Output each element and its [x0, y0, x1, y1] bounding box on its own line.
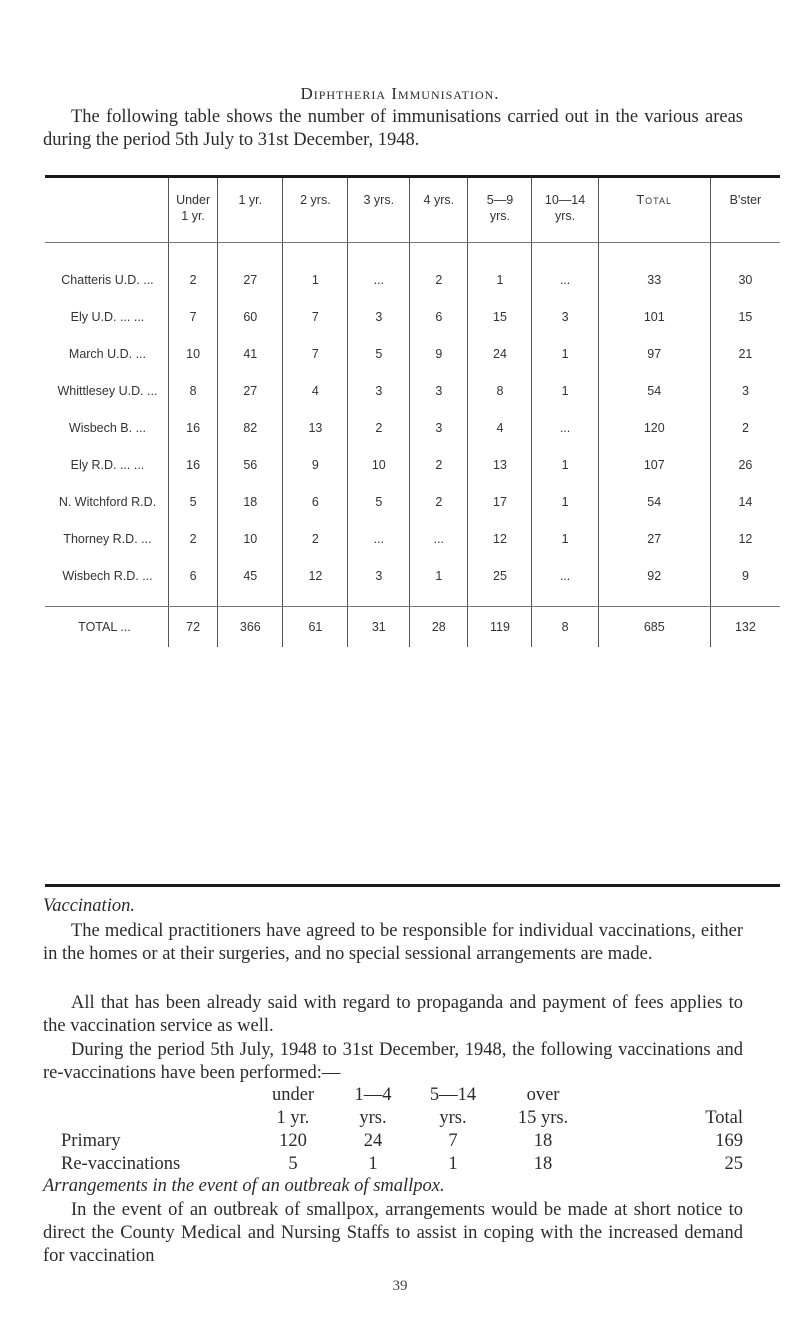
- table-cell: 2: [283, 520, 348, 557]
- total-cell: 61: [283, 607, 348, 648]
- col-header: 2 yrs.: [283, 178, 348, 228]
- totals-row: [45, 607, 780, 648]
- table-cell: 2: [348, 409, 410, 446]
- table-cell: 18: [218, 483, 283, 520]
- vac-cell: 24: [363, 1131, 383, 1151]
- table-cell: 33: [598, 261, 710, 298]
- table-cell: 12: [710, 520, 780, 557]
- area-name: Whittlesey U.D. ...: [57, 383, 158, 398]
- vac-cell: 7: [448, 1131, 458, 1151]
- smallpox-paragraph: In the event of an outbreak of smallpox, arrangements would be made at short notice to direct the County Medical and Nursing Staffs to assist in coping with the increased demand for vaccination: [43, 1200, 743, 1266]
- table-row: [45, 261, 780, 298]
- table-cell: ...: [532, 409, 598, 446]
- col-header: 5—9 yrs.: [468, 178, 532, 228]
- table-cell: 120: [598, 409, 710, 446]
- table-cell: 3: [410, 409, 468, 446]
- total-cell: 8: [532, 607, 598, 648]
- immunisation-table: [45, 175, 780, 647]
- table-cell: 107: [598, 446, 710, 483]
- vaccination-paragraph-3: During the period 5th July, 1948 to 31st December, 1948, the following vaccinations and re-vaccinations have been performed:—: [43, 1040, 743, 1083]
- table-cell: 6: [410, 298, 468, 335]
- table-cell: 3: [710, 372, 780, 409]
- vac-col-header: over: [526, 1085, 560, 1105]
- table-cell: 9: [410, 335, 468, 372]
- vac-cell: 120: [279, 1131, 307, 1151]
- page-number: 39: [392, 1278, 408, 1294]
- table-cell: 7: [168, 298, 217, 335]
- table-cell: 14: [710, 483, 780, 520]
- area-name: March U.D. ...: [68, 346, 146, 361]
- table-cell: 15: [468, 298, 532, 335]
- table-cell: 2: [710, 409, 780, 446]
- table-cell: 41: [218, 335, 283, 372]
- table-cell: 21: [710, 335, 780, 372]
- table-cell: 13: [283, 409, 348, 446]
- table-cell: 12: [283, 557, 348, 594]
- table-cell: 2: [410, 446, 468, 483]
- col-header: 10—14 yrs.: [532, 178, 598, 228]
- table-cell: 12: [468, 520, 532, 557]
- table-bottom-rule: [45, 884, 780, 887]
- table-cell: 26: [710, 446, 780, 483]
- table-cell: 16: [168, 446, 217, 483]
- table-cell: ...: [532, 261, 598, 298]
- area-name: Chatteris U.D. ...: [61, 272, 154, 287]
- vac-cell-total: 25: [724, 1154, 743, 1174]
- total-cell: 685: [598, 607, 710, 648]
- area-name: Ely U.D. ... ...: [70, 309, 145, 324]
- total-cell: 31: [348, 607, 410, 648]
- intro-paragraph: The following table shows the number of immunisations carried out in the various areas during the period 5th July to 31st December, 1948.: [43, 107, 743, 150]
- table-cell: 5: [348, 483, 410, 520]
- table-cell: ...: [532, 557, 598, 594]
- vac-col-header: yrs.: [439, 1108, 467, 1128]
- vac-cell: 5: [288, 1154, 298, 1174]
- table-cell: 5: [168, 483, 217, 520]
- table-row: [45, 409, 780, 446]
- table-row: [45, 557, 780, 594]
- table-cell: 92: [598, 557, 710, 594]
- table-row: [45, 372, 780, 409]
- table-cell: 10: [218, 520, 283, 557]
- table-cell: 1: [468, 261, 532, 298]
- table-cell: 24: [468, 335, 532, 372]
- table-cell: 16: [168, 409, 217, 446]
- table-cell: 1: [410, 557, 468, 594]
- vaccination-paragraph-2: All that has been already said with regard to propaganda and payment of fees applies to the vaccination service as well.: [43, 993, 743, 1036]
- table-cell: 101: [598, 298, 710, 335]
- table-cell: 2: [410, 261, 468, 298]
- table-cell: 60: [218, 298, 283, 335]
- table-cell: 6: [283, 483, 348, 520]
- table-cell: 45: [218, 557, 283, 594]
- table-cell: 4: [468, 409, 532, 446]
- vac-row-label: Re-vaccinations: [61, 1154, 181, 1174]
- total-cell: 72: [168, 607, 217, 648]
- table-row: [45, 335, 780, 372]
- table-cell: 56: [218, 446, 283, 483]
- table-cell: 1: [532, 372, 598, 409]
- table-cell: 10: [168, 335, 217, 372]
- table-cell: 1: [283, 261, 348, 298]
- vac-col-header: 1 yr.: [276, 1108, 310, 1128]
- col-header: 4 yrs.: [410, 178, 468, 228]
- table-cell: 27: [598, 520, 710, 557]
- vac-col-header: under: [271, 1085, 315, 1105]
- table-row: [45, 298, 780, 335]
- table-row: [45, 483, 780, 520]
- vac-cell: 1: [368, 1154, 378, 1174]
- total-cell: 132: [710, 607, 780, 648]
- table-cell: 2: [168, 261, 217, 298]
- col-header: 3 yrs.: [348, 178, 410, 228]
- area-name: N. Witchford R.D.: [58, 494, 157, 509]
- table-cell: 6: [168, 557, 217, 594]
- table-cell: 9: [283, 446, 348, 483]
- vac-cell: 18: [533, 1131, 553, 1151]
- area-name: Wisbech B. ...: [68, 420, 147, 435]
- table-cell: 8: [468, 372, 532, 409]
- table-cell: 82: [218, 409, 283, 446]
- area-header: [45, 178, 168, 228]
- col-header: Under 1 yr.: [168, 178, 217, 228]
- vac-cell: 18: [533, 1154, 553, 1174]
- area-name: Wisbech R.D. ...: [62, 568, 153, 583]
- table-cell: 13: [468, 446, 532, 483]
- col-header-total: Total: [598, 178, 710, 228]
- table-cell: 1: [532, 446, 598, 483]
- table-cell: 2: [410, 483, 468, 520]
- table-cell: 10: [348, 446, 410, 483]
- table-cell: 97: [598, 335, 710, 372]
- vac-cell-total: 169: [715, 1131, 743, 1151]
- vac-col-header: 5—14: [429, 1085, 477, 1105]
- vac-col-header: yrs.: [359, 1108, 387, 1128]
- section-heading: Diphtheria Immunisation.: [300, 84, 500, 103]
- table-cell: 15: [710, 298, 780, 335]
- area-name: Thorney R.D. ...: [63, 531, 152, 546]
- vaccination-heading: Vaccination.: [43, 896, 135, 916]
- col-header: 1 yr.: [218, 178, 283, 228]
- table-cell: 7: [283, 298, 348, 335]
- vac-cell: 1: [448, 1154, 458, 1174]
- table-cell: 5: [348, 335, 410, 372]
- table-cell: 30: [710, 261, 780, 298]
- col-header-booster: B'ster: [710, 178, 780, 228]
- table-cell: 3: [348, 557, 410, 594]
- table-cell: 27: [218, 372, 283, 409]
- vaccination-paragraph-1: The medical practitioners have agreed to be responsible for individual vaccinations, either in the homes or at their surgeries, and no special sessional arrangements are made.: [43, 921, 743, 964]
- table-row: [45, 446, 780, 483]
- table-cell: 25: [468, 557, 532, 594]
- table-cell: ...: [348, 520, 410, 557]
- table-cell: 3: [532, 298, 598, 335]
- table-cell: 54: [598, 372, 710, 409]
- total-label: TOTAL ...: [78, 620, 131, 634]
- table-cell: 1: [532, 483, 598, 520]
- vac-row-label: Primary: [61, 1131, 121, 1151]
- vac-col-header: 1—4: [354, 1085, 392, 1105]
- table-cell: 1: [532, 335, 598, 372]
- table-cell: 2: [168, 520, 217, 557]
- area-name: Ely R.D. ... ...: [70, 457, 145, 472]
- total-cell: 28: [410, 607, 468, 648]
- table-cell: 1: [532, 520, 598, 557]
- vac-col-header-total: Total: [705, 1108, 743, 1128]
- total-cell: 119: [468, 607, 532, 648]
- table-cell: 3: [348, 372, 410, 409]
- immunisation-table-body: [45, 261, 780, 594]
- table-cell: 4: [283, 372, 348, 409]
- table-cell: ...: [348, 261, 410, 298]
- table-cell: 8: [168, 372, 217, 409]
- table-cell: 17: [468, 483, 532, 520]
- table-row: [45, 520, 780, 557]
- table-cell: 7: [283, 335, 348, 372]
- table-cell: 27: [218, 261, 283, 298]
- table-cell: 3: [348, 298, 410, 335]
- table-cell: 54: [598, 483, 710, 520]
- table-cell: 9: [710, 557, 780, 594]
- table-cell: 3: [410, 372, 468, 409]
- vac-col-header: 15 yrs.: [517, 1108, 569, 1128]
- smallpox-heading: Arrangements in the event of an outbreak of smallpox.: [43, 1176, 445, 1196]
- table-cell: ...: [410, 520, 468, 557]
- total-cell: 366: [218, 607, 283, 648]
